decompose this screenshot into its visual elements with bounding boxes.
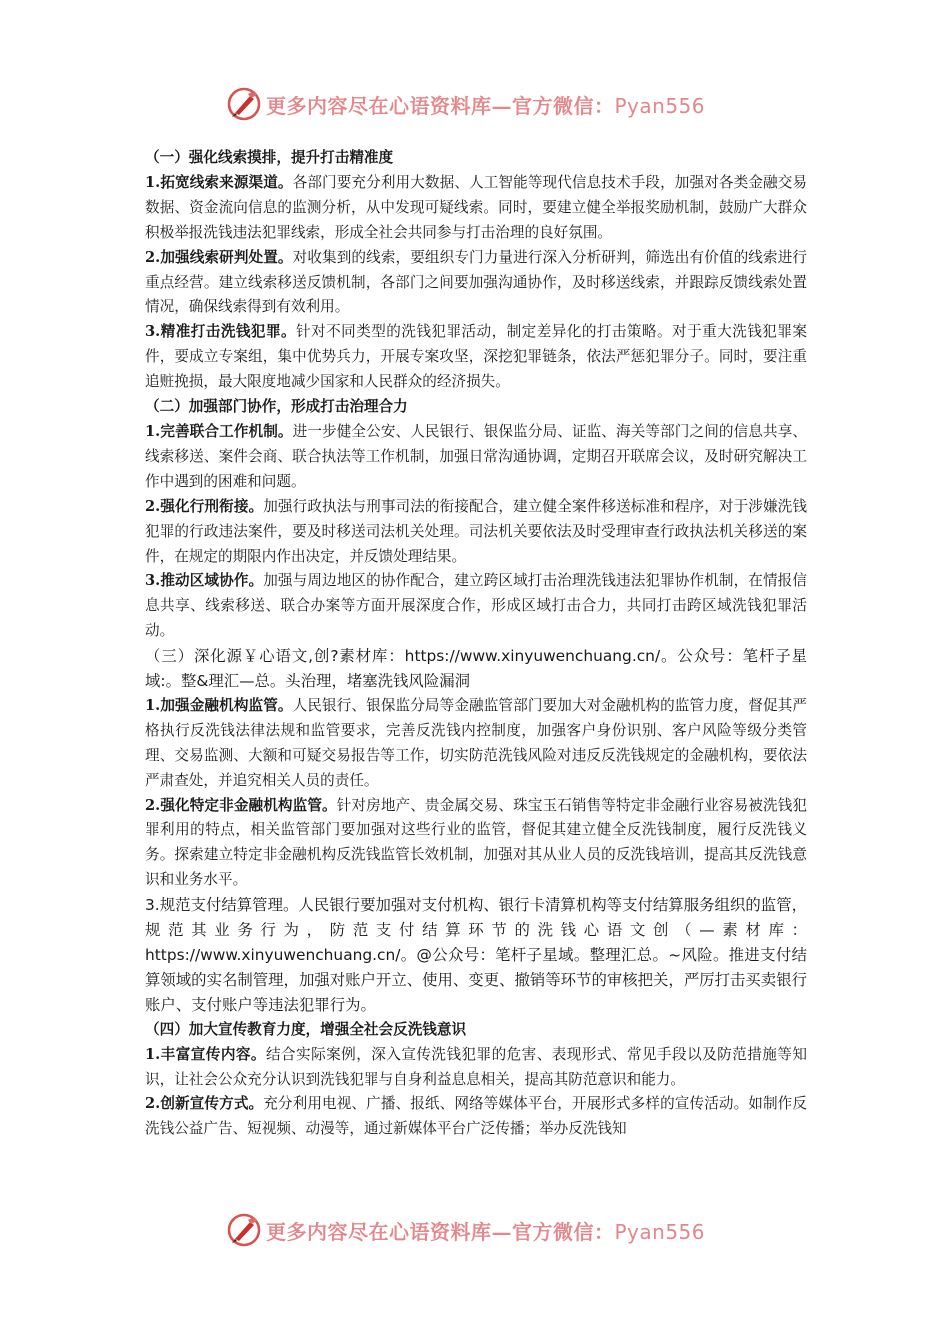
body-paragraph: [145, 794, 807, 894]
item-lead: 2.加强线索研判处置。: [145, 248, 293, 266]
quill-pen-logo-icon: [226, 86, 262, 122]
item-text: 充分利用电视、广播、报纸、网络等媒体平台，开展形式多样的宣传活动。如制作反洗钱公益广告、短视频、动漫等，通过新媒体平台广泛传播；举办反洗钱知: [145, 1095, 807, 1138]
item-text: 对收集到的线索，要组织专门力量进行深入分析研判，筛选出有价值的线索进行重点经营。建立线索移送反馈机制，各部门之间要加强沟通协作，及时移送线索，并跟踪反馈线索处置情况，确保线索得到有效利用。: [145, 248, 807, 316]
body-paragraph: [145, 694, 807, 794]
item-text: 加强行政执法与刑事司法的衔接配合，建立健全案件移送标准和程序，对于涉嫌洗钱犯罪的行政违法案件，要及时移送司法机关处理。司法机关要依法及时受理审查行政执法机关移送的案件，在规定的期限内作出决定，并反馈处理结果。: [145, 497, 807, 565]
item-lead: 1.加强金融机构监管。: [145, 696, 293, 714]
item-lead: 3.推动区域协作。: [145, 572, 264, 590]
section-heading: （三）深化源￥心语文,创?素材库：https://www.xinyuwenchuang.cn/。公众号：笔杆子星域:。整&理汇—总。头治理，堵塞洗钱风险漏洞: [145, 647, 807, 691]
body-paragraph: 3.规范支付结算管理。人民银行要加强对支付机构、银行卡清算机构等支付结算服务组织的监管，规范其业务行为，防范支付结算环节的洗钱心语文创（—素材库：https://www.xinyuwenchuang.cn/。@公众号：笔杆子星域。整理汇总。~风险。推进支付结算领域的实名制管理，加强对账户开立、使用、变更、撤销等环节的审核把关，严厉打击买卖银行账户、支付账户等违法犯罪行为。: [145, 896, 807, 1014]
item-text: 各部门要充分利用大数据、人工智能等现代信息技术手段，加强对各类金融交易数据、资金流向信息的监测分析，从中发现可疑线索。同时，要建立健全举报奖励机制，鼓励广大群众积极举报洗钱违法犯罪线索，形成全社会共同参与打击治理的良好氛围。: [145, 173, 807, 241]
item-text: 进一步健全公安、人民银行、银保监分局、证监、海关等部门之间的信息共享、线索移送、案件会商、联合执法等工作机制，加强日常沟通协调，定期召开联席会议，及时研究解决工作中遇到的困难和问题。: [145, 422, 807, 490]
item-lead: 2.创新宣传方式。: [145, 1095, 264, 1113]
body-paragraph: [145, 171, 807, 246]
body-paragraph: [145, 1092, 807, 1142]
header-banner: [226, 84, 705, 124]
section-heading: （一）强化线索摸排，提升打击精准度: [145, 149, 394, 166]
banner-caption: 更多内容尽在心语资料库—官方微信：Pyan556: [266, 1219, 706, 1244]
wechat-id: Pyan556: [614, 1219, 706, 1244]
item-lead: 1.拓宽线索来源渠道。: [145, 173, 293, 191]
quill-pen-logo-icon: [226, 1212, 262, 1248]
item-lead: 1.丰富宣传内容。: [145, 1045, 266, 1063]
footer-banner: [226, 1210, 705, 1250]
document-body: [145, 146, 807, 1142]
body-paragraph: [145, 420, 807, 495]
banner-caption: 更多内容尽在心语资料库—官方微信：Pyan556: [266, 93, 706, 118]
item-text: 加强与周边地区的协作配合，建立跨区域打击治理洗钱违法犯罪协作机制，在情报信息共享、线索移送、联合办案等方面开展深度合作，形成区域打击合力，共同打击跨区域洗钱犯罪活动。: [145, 572, 807, 640]
item-lead: 2.强化特定非金融机构监管。: [145, 796, 337, 814]
item-lead: 2.强化行刑衔接。: [145, 497, 264, 515]
item-text: 人民银行、银保监分局等金融监管部门要加大对金融机构的监管力度，督促其严格执行反洗钱法律法规和监管要求，完善反洗钱内控制度，加强客户身份识别、客户风险等级分类管理、交易监测、大额和可疑交易报告等工作，切实防范洗钱风险对违反反洗钱规定的金融机构，要依法严肃查处，并追究相关人员的责任。: [145, 696, 807, 789]
section-heading: （二）加强部门协作，形成打击治理合力: [145, 398, 408, 416]
item-lead: 3.精准打击洗钱犯罪。: [145, 323, 297, 341]
body-paragraph: [145, 246, 807, 321]
item-lead: 1.完善联合工作机制。: [145, 422, 293, 440]
item-text: 针对房地产、贵金属交易、珠宝玉石销售等特定非金融行业容易被洗钱犯罪利用的特点，相关监管部门要加强对这些行业的监管，督促其建立健全反洗钱制度，履行反洗钱义务。探索建立特定非金融机构反洗钱监管长效机制，加强对其从业人员的反洗钱培训，提高其反洗钱意识和业务水平。: [145, 796, 807, 889]
wechat-id: Pyan556: [614, 93, 706, 118]
item-text: 结合实际案例，深入宣传洗钱犯罪的危害、表现形式、常见手段以及防范措施等知识，让社会公众充分认识到洗钱犯罪与自身利益息息相关，提高其防范意识和能力。: [145, 1045, 807, 1088]
body-paragraph: [145, 495, 807, 570]
body-paragraph: [145, 569, 807, 644]
section-heading: （四）加大宣传教育力度，增强全社会反洗钱意识: [145, 1020, 467, 1038]
item-text: 针对不同类型的洗钱犯罪活动，制定差异化的打击策略。对于重大洗钱犯罪案件，要成立专案组，集中优势兵力，开展专案攻坚，深挖犯罪链条，依法严惩犯罪分子。同时，要注重追赃挽损，最大限度地减少国家和人民群众的经济损失。: [145, 323, 807, 391]
body-paragraph: [145, 1043, 807, 1093]
body-paragraph: [145, 320, 807, 395]
